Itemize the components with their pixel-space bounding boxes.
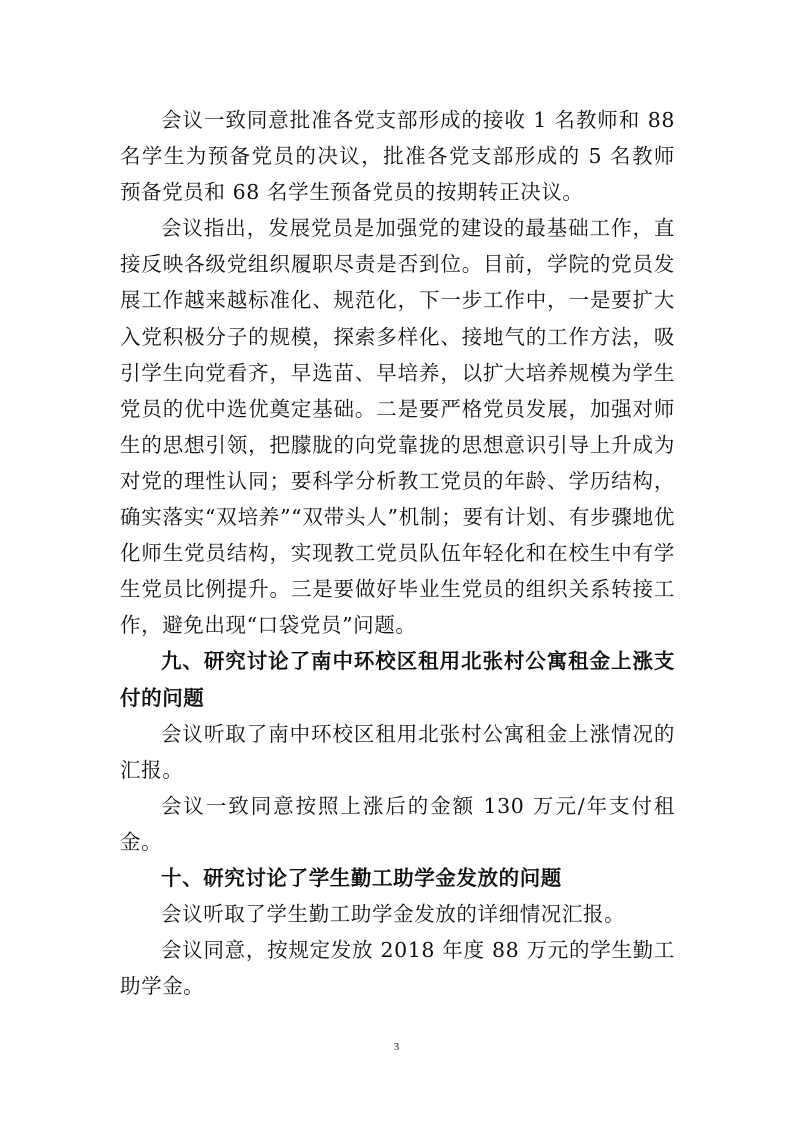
paragraph-workstudy-report: 会议听取了学生勤工助学金发放的详细情况汇报。: [161, 902, 626, 927]
paragraph-workstudy-decision: 会议同意，按规定发放 2018 年度 88 万元的学生勤工助学金。: [120, 938, 675, 999]
paragraph-rent-decision: 会议一致同意按照上涨后的金额 130 万元/年支付租金。: [120, 793, 675, 854]
paragraph-party-development: 会议指出，发展党员是加强党的建设的最基础工作，直接反映各级党组织履职尽责是否到位。目前，学院的党员发展工作越来越标准化、规范化，下一步工作中，一是要扩大入党积极分子的规模，探索多样化、接地气的工作方法，吸引学生向党看齐，早选苗、早培养，以扩大培养规模为学生党员的优中选优奠定基础。二是要严格党员发展，加强对师生的思想引领，把朦胧的向党靠拢的思想意识引导上升成为对党的理性认同；要科学分析教工党员的年龄、学历结构，确实落实“双培养”“双带头人”机制；要有计划、有步骤地优化师生党员结构，实现教工党员队伍年轻化和在校生中有学生党员比例提升。三是要做好毕业生党员的组织关系转接工作，避免出现“口袋党员”问题。: [120, 216, 675, 638]
section-heading-nine: 九、研究讨论了南中环校区租用北张村公寓租金上涨支付的问题: [120, 649, 675, 710]
section-heading-ten: 十、研究讨论了学生勤工助学金发放的问题: [161, 865, 562, 890]
paragraph-approval-decision: 会议一致同意批准各党支部形成的接收 1 名教师和 88 名学生为预备党员的决议，批准各党支部形成的 5 名教师预备党员和 68 名学生预备党员的按期转正决议。: [120, 108, 675, 205]
page-number: 3: [393, 1041, 400, 1053]
document-body: [120, 102, 675, 1004]
paragraph-rent-report: 会议听取了南中环校区租用北张村公寓租金上涨情况的汇报。: [120, 721, 675, 782]
